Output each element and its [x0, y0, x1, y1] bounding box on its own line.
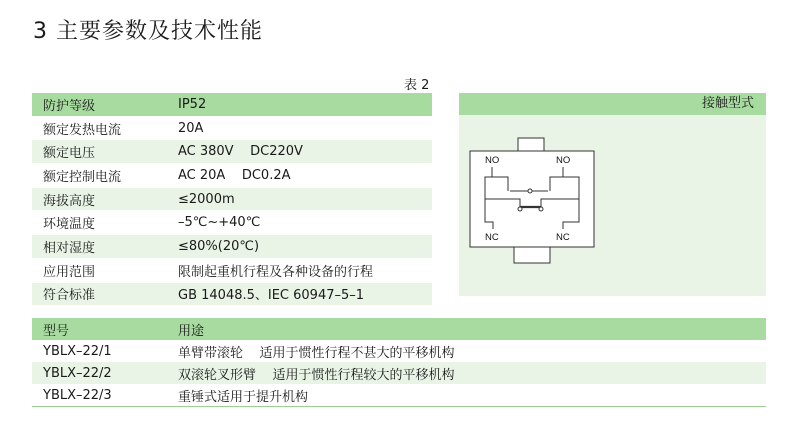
param-value: 限制起重机行程及各种设备的行程 [178, 258, 432, 282]
param-value: GB 14048.5、IEC 60947–5–1 [178, 282, 432, 306]
no-left-label: NO [485, 155, 500, 166]
table-row [32, 140, 432, 164]
model-cell: YBLX–22/2 [32, 362, 178, 384]
param-key: 环境温度 [32, 211, 178, 235]
table-row [32, 116, 432, 140]
section-title: 3 主要参数及技术性能 [33, 19, 263, 44]
nc-right-label: NC [556, 232, 570, 243]
table-header-row [32, 318, 766, 340]
contact-type-panel [459, 93, 766, 296]
table-row [32, 384, 766, 407]
model-cell: YBLX–22/3 [32, 384, 178, 407]
param-key: 应用范围 [32, 258, 178, 282]
contact-type-header: 接触型式 [459, 93, 766, 115]
model-header: 型号 [32, 318, 178, 340]
contact-diagram [469, 137, 599, 267]
table-row [32, 282, 432, 306]
table-row [32, 340, 766, 362]
param-key: 额定发热电流 [32, 116, 178, 140]
table-row [32, 211, 432, 235]
param-key: 相对湿度 [32, 235, 178, 259]
base-block [514, 247, 550, 263]
table-row [32, 164, 432, 188]
param-value: 20A [178, 116, 432, 140]
actuator-block [518, 138, 544, 151]
nc-left-label: NC [485, 232, 499, 243]
no-contact-point [528, 189, 532, 193]
param-value: –5℃~+40℃ [178, 211, 432, 235]
use-cell: 双滚轮叉形臂 适用于惯性行程较大的平移机构 [178, 362, 766, 384]
table-row [32, 187, 432, 211]
param-key: 防护等级 [32, 93, 178, 116]
table-row [32, 93, 432, 116]
model-cell: YBLX–22/1 [32, 340, 178, 362]
table-number: 表 2 [404, 78, 430, 93]
param-key: 额定电压 [32, 140, 178, 164]
parameters-table [32, 93, 432, 306]
param-key: 符合标准 [32, 282, 178, 306]
nc-contact-point-right [539, 207, 543, 211]
param-value: ≤80%(20℃) [178, 235, 432, 259]
param-value: AC 380V DC220V [178, 140, 432, 164]
param-key: 海拔高度 [32, 187, 178, 211]
param-value: ≤2000m [178, 187, 432, 211]
use-cell: 重锤式适用于提升机构 [178, 384, 766, 407]
nc-contact-point-left [518, 207, 522, 211]
use-header: 用途 [178, 318, 766, 340]
param-value: IP52 [178, 93, 432, 116]
table-row [32, 362, 766, 384]
usage-table [32, 318, 766, 407]
use-cell: 单臂带滚轮 适用于惯性行程不甚大的平移机构 [178, 340, 766, 362]
param-value: AC 20A DC0.2A [178, 164, 432, 188]
table-row [32, 235, 432, 259]
table-row [32, 258, 432, 282]
no-right-label: NO [556, 155, 571, 166]
param-key: 额定控制电流 [32, 164, 178, 188]
